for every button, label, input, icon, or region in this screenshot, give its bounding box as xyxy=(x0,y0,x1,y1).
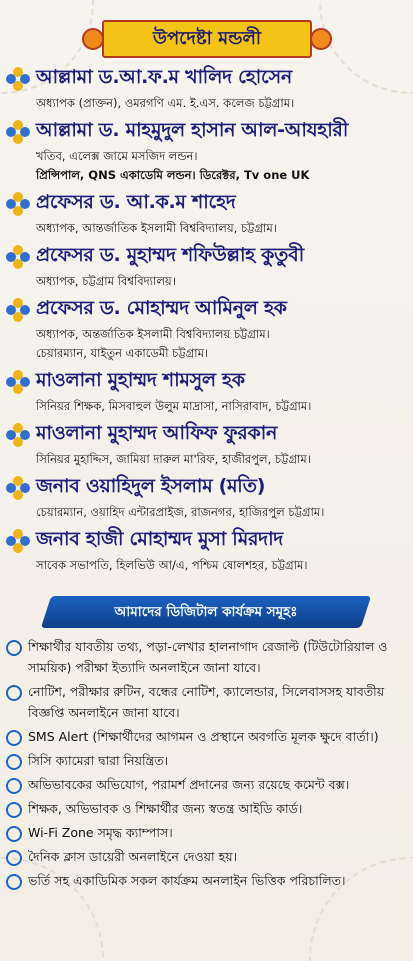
flower-bullet-icon xyxy=(6,245,30,269)
advisor-designation: সাবেক সভাপতি, হিলভিউ আ/এ, পশ্চিম ষোলশহর, চট্টগ্রাম। xyxy=(36,558,308,572)
circle-bullet-icon xyxy=(6,826,22,842)
feature-text: সিসি ক্যামেরা দ্বারা নিয়ন্ত্রিত। xyxy=(28,753,169,768)
title-banner xyxy=(82,18,332,60)
ornament-icon xyxy=(310,28,332,50)
circle-bullet-icon xyxy=(6,778,22,794)
feature-item xyxy=(6,798,408,819)
flower-bullet-icon xyxy=(6,120,30,144)
advisor-name: মাওলানা মুহাম্মদ শামসুল হক xyxy=(36,369,245,391)
circle-bullet-icon xyxy=(6,754,22,770)
advisor-designation: অধ্যাপক, অন্তর্জাতিক ইসলামী বিশ্ববিদ্যালয় চট্টগ্রাম। xyxy=(36,327,270,341)
circle-bullet-icon xyxy=(6,874,22,890)
feature-item xyxy=(6,681,408,723)
feature-text: SMS Alert (শিক্ষার্থীদের আগমন ও প্রস্থানে অবগতি মূলক ক্ষুদে বার্তা।) xyxy=(28,729,379,744)
advisor-name: প্রফেসর ড. মুহাম্মদ শফিউল্লাহ কুতুবী xyxy=(36,244,304,266)
advisor-designation: চেয়ারম্যান, ওয়াহিদ এন্টারপ্রাইজ, রাজনগর, হাজিরপুল চট্টগ্রাম। xyxy=(36,505,325,519)
feature-list xyxy=(6,636,408,894)
feature-text: নোটিশ, পরীক্ষার রুটিন, বন্ধের নোটিশ, ক্যালেন্ডার, সিলেবাসসহ যাবতীয় বিজ্ঞপ্তি অনলাইনে জানা যাবে। xyxy=(28,684,385,720)
flower-bullet-icon xyxy=(6,423,30,447)
advisor-name: মাওলানা মুহাম্মদ আফিফ ফুরকান xyxy=(36,422,277,444)
advisor-item xyxy=(6,242,408,291)
title-box xyxy=(102,20,312,58)
digital-heading: আমাদের ডিজিটাল কার্যক্রম সমূহঃ xyxy=(114,603,298,620)
advisor-name-row xyxy=(6,242,408,272)
advisor-item xyxy=(6,295,408,363)
flower-bullet-icon xyxy=(6,298,30,322)
circle-bullet-icon xyxy=(6,685,22,701)
feature-item xyxy=(6,726,408,747)
advisor-designation: খতিব, এলেক্স জামে মসজিদ লন্ডন। xyxy=(36,149,198,163)
advisor-name-row xyxy=(6,64,408,94)
circle-bullet-icon xyxy=(6,640,22,656)
advisor-name: জনাব ওয়াহিদুল ইসলাম (মতি) xyxy=(36,475,266,497)
feature-item xyxy=(6,774,408,795)
advisor-name-row xyxy=(6,367,408,397)
advisor-name-row xyxy=(6,295,408,325)
circle-bullet-icon xyxy=(6,730,22,746)
advisor-name: আল্লামা ড.আ.ফ.ম খালিদ হোসেন xyxy=(36,66,292,88)
advisor-designation: চেয়ারম্যান, যাইতুন একাডেমী চট্টগ্রাম। xyxy=(36,346,209,360)
advisor-item xyxy=(6,64,408,113)
feature-text: দৈনিক ক্লাস ডায়েরী অনলাইনে দেওয়া হয়। xyxy=(28,849,238,864)
advisor-designation: সিনিয়র মুহাদ্দিস, জামিয়া দারুল মা'রিফ, হাজীরপুল, চট্টগ্রাম। xyxy=(36,452,311,466)
feature-item xyxy=(6,822,408,843)
flower-bullet-icon xyxy=(6,370,30,394)
advisor-name-row xyxy=(6,473,408,503)
advisor-designation: অধ্যাপক, চট্টগ্রাম বিশ্ববিদ্যালয়। xyxy=(36,274,176,288)
ornament-icon xyxy=(82,28,104,50)
advisor-designation: সিনিয়র শিক্ষক, মিসবাহুল উলুম মাদ্রাসা, নাসিরাবাদ, চট্টগ্রাম। xyxy=(36,399,312,413)
advisor-designation: অধ্যাপক, আন্তর্জাতিক ইসলামী বিশ্ববিদ্যালয়, চট্টগ্রাম। xyxy=(36,221,277,235)
advisor-item xyxy=(6,526,408,575)
circle-bullet-icon xyxy=(6,802,22,818)
advisor-name: জনাব হাজী মোহাম্মদ মুসা মিরদাদ xyxy=(36,528,283,550)
flower-bullet-icon xyxy=(6,67,30,91)
flower-bullet-icon xyxy=(6,192,30,216)
feature-item xyxy=(6,750,408,771)
advisor-designation: অধ্যাপক (প্রাক্তন), ওমরগণি এম. ই.এস. কলেজ চট্টগ্রাম। xyxy=(36,96,295,110)
page-title: উপদেষ্টা মন্ডলী xyxy=(152,27,262,49)
advisor-designation: প্রিন্সিপাল, QNS একাডেমি লন্ডন। ডিরেক্টর, Tv one UK xyxy=(36,168,310,182)
feature-item xyxy=(6,636,408,678)
advisor-name-row xyxy=(6,526,408,556)
feature-text: ভর্তি সহ একাডিমিক সকল কার্যক্রম অনলাইন ভিত্তিক পরিচালিত। xyxy=(28,873,346,888)
advisor-list xyxy=(6,64,408,579)
feature-item xyxy=(6,870,408,891)
advisor-item xyxy=(6,189,408,238)
circle-bullet-icon xyxy=(6,850,22,866)
feature-item xyxy=(6,846,408,867)
advisor-item xyxy=(6,420,408,469)
advisor-item xyxy=(6,473,408,522)
advisor-name: প্রফেসর ড. আ.ক.ম শাহেদ xyxy=(36,191,236,213)
advisor-name: প্রফেসর ড. মোহাম্মদ আমিনুল হক xyxy=(36,297,287,319)
advisor-name-row xyxy=(6,189,408,219)
feature-text: শিক্ষার্থীর যাবতীয় তথ্য, পড়া-লেখার হালনাগাদ রেজাল্ট (টিউটোরিয়াল ও সাময়িক) পরীক্ষা ইত্যাদি অনলাইনে জানা যাবে। xyxy=(28,639,388,675)
feature-text: অভিভাবকের অভিযোগ, পরামর্শ প্রদানের জন্য রয়েছে কমেন্ট বক্স। xyxy=(28,777,350,792)
feature-text: Wi-Fi Zone সমৃদ্ধ ক্যাম্পাস। xyxy=(28,825,173,840)
digital-heading-banner xyxy=(46,596,366,628)
advisor-item xyxy=(6,367,408,416)
advisor-name: আল্লামা ড. মাহমুদুল হাসান আল-আযহারী xyxy=(36,119,349,141)
advisor-name-row xyxy=(6,420,408,450)
feature-text: শিক্ষক, অভিভাবক ও শিক্ষার্থীর জন্য স্বতন্ত্র আইডি কার্ড। xyxy=(28,801,303,816)
flower-bullet-icon xyxy=(6,529,30,553)
advisor-name-row xyxy=(6,117,408,147)
flower-bullet-icon xyxy=(6,476,30,500)
advisor-item xyxy=(6,117,408,185)
